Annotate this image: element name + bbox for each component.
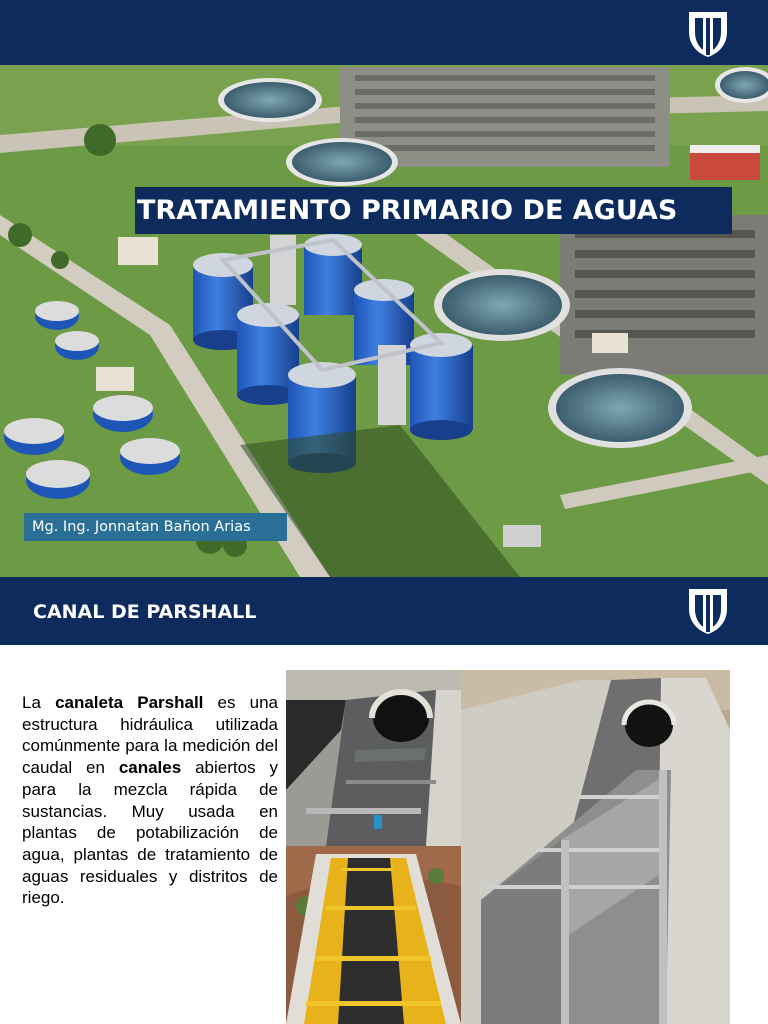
parshall-yellow-photo — [286, 846, 461, 1024]
header-bar — [0, 0, 768, 65]
hero-image — [0, 65, 768, 577]
description-paragraph: La canaleta Parshall es una estructura hidráulica utilizada comúnmente para la medición del caudal en canales abiertos y para la mezcla rápida de sustancias. Muy usada en plantas de potabilización de agua, plantas de tratamiento de aguas residuales y distritos de riego. — [22, 693, 279, 908]
section-title: CANAL DE PARSHALL — [33, 601, 257, 623]
bold-term: canales — [118, 758, 182, 778]
university-logo-icon — [687, 10, 729, 58]
author-label: Mg. Ing. Jonnatan Bañon Arias — [24, 513, 287, 541]
parshall-channel-photo — [286, 670, 461, 846]
slide-title: TRATAMIENTO PRIMARIO DE AGUAS — [135, 187, 732, 234]
university-logo-icon — [687, 587, 729, 635]
parshall-flume-photo — [461, 670, 730, 1024]
bold-term: canaleta Parshall — [55, 693, 204, 712]
